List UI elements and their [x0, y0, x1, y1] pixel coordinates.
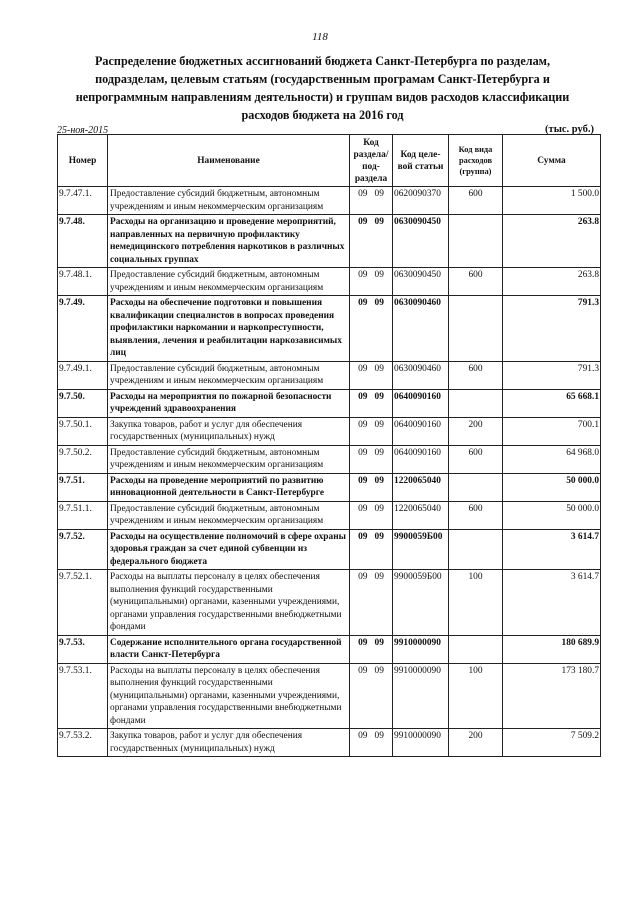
row-sum: 263.8 — [503, 268, 601, 296]
row-section-code — [350, 187, 393, 215]
row-sum: 791.3 — [503, 296, 601, 362]
row-section-code — [350, 268, 393, 296]
row-sum: 7 509.2 — [503, 729, 601, 757]
row-expense-code: 600 — [449, 268, 503, 296]
row-name: Предоставление субсидий бюджетным, автономным учреждениям и иным некоммерческим организациям — [108, 445, 350, 473]
row-section-code — [350, 635, 393, 663]
row-expense-code: 600 — [449, 187, 503, 215]
section-code: 09 — [358, 217, 368, 227]
row-expense-code — [449, 635, 503, 663]
row-number: 9.7.50.2. — [58, 445, 108, 473]
row-section-code — [350, 729, 393, 757]
title-line: Распределение бюджетных ассигнований бюджета Санкт-Петербурга по разделам, — [94, 54, 551, 68]
header-sum: Сумма — [503, 135, 601, 187]
subsection-code: 09 — [374, 531, 384, 542]
row-sum: 173 180.7 — [503, 663, 601, 729]
row-section-code — [350, 389, 393, 417]
row-target-code: 0630090450 — [393, 215, 449, 268]
row-name: Расходы на обеспечение подготовки и повышения квалификации специалистов в вопросах проведения профилактики наркомании и наркопреступности, выявления, лечения и реабилитации наркозависимых лиц — [108, 296, 350, 362]
row-name: Закупка товаров, работ и услуг для обеспечения государственных (муниципальных) нужд — [108, 729, 350, 757]
row-name: Расходы на мероприятия по пожарной безопасности учреждений здравоохранения — [108, 389, 350, 417]
subsection-code: 09 — [374, 665, 384, 676]
subsection-code: 09 — [374, 572, 384, 582]
row-sum: 1 500.0 — [503, 187, 601, 215]
table-row — [58, 296, 601, 362]
row-number: 9.7.48. — [58, 215, 108, 268]
table-row — [58, 663, 601, 729]
section-code: 09 — [358, 637, 368, 648]
row-name: Расходы на осуществление полномочий в сфере охраны здоровья граждан за счет единой субвенции из федерального бюджета — [108, 529, 350, 570]
document-date: 25-ноя-2015 — [57, 125, 109, 136]
section-code: 09 — [358, 572, 368, 582]
table-row — [58, 570, 601, 636]
table-row — [58, 729, 601, 757]
row-target-code: 0640090160 — [393, 389, 449, 417]
header-target: Код целе-вой статьи — [393, 135, 449, 187]
table-body — [58, 187, 601, 757]
row-number: 9.7.53.1. — [58, 663, 108, 729]
subsection-code: 09 — [374, 447, 384, 458]
row-name: Предоставление субсидий бюджетным, автономным учреждениям и иным некоммерческим организациям — [108, 187, 350, 215]
row-name: Расходы на проведение мероприятий по развитию инновационной деятельности в Санкт-Петербурге — [108, 473, 350, 501]
section-code: 09 — [358, 391, 368, 402]
table-row — [58, 473, 601, 501]
subsection-code: 09 — [374, 189, 384, 199]
row-expense-code — [449, 389, 503, 417]
table-row — [58, 529, 601, 570]
row-target-code: 0640090160 — [393, 445, 449, 473]
row-sum: 3 614.7 — [503, 529, 601, 570]
budget-table — [57, 134, 601, 757]
row-section-code — [350, 296, 393, 362]
table-row — [58, 389, 601, 417]
table-row — [58, 268, 601, 296]
row-expense-code: 600 — [449, 445, 503, 473]
row-expense-code — [449, 473, 503, 501]
row-sum: 65 668.1 — [503, 389, 601, 417]
row-target-code: 9900059Б00 — [393, 570, 449, 636]
row-number: 9.7.50.1. — [58, 417, 108, 445]
row-target-code: 1220065040 — [393, 473, 449, 501]
row-number: 9.7.51. — [58, 473, 108, 501]
row-name: Расходы на выплаты персоналу в целях обеспечения выполнения функций государственными (муниципальными) органами, казенными учреждениями, органами управления государственными внебюджетными фондами — [108, 570, 350, 636]
row-expense-code: 600 — [449, 501, 503, 529]
section-code: 09 — [358, 189, 368, 199]
row-number: 9.7.49.1. — [58, 361, 108, 389]
units-label: (тыс. руб.) — [545, 124, 594, 135]
row-sum: 3 614.7 — [503, 570, 601, 636]
row-target-code: 1220065040 — [393, 501, 449, 529]
row-sum: 791.3 — [503, 361, 601, 389]
table-row — [58, 635, 601, 663]
row-number: 9.7.48.1. — [58, 268, 108, 296]
header-expense: Код вида расходов (группа) — [449, 135, 503, 187]
row-sum: 263.8 — [503, 215, 601, 268]
row-section-code — [350, 663, 393, 729]
row-name: Предоставление субсидий бюджетным, автономным учреждениям и иным некоммерческим организациям — [108, 361, 350, 389]
subsection-code: 09 — [374, 419, 384, 430]
row-name: Расходы на организацию и проведение мероприятий, направленных на первичную профилактику немедицинского потребления наркотиков в различных социальных группах — [108, 215, 350, 268]
row-target-code: 0630090460 — [393, 361, 449, 389]
row-sum: 50 000.0 — [503, 501, 601, 529]
row-number: 9.7.51.1. — [58, 501, 108, 529]
title-line: подразделам, целевым статьям (государственным програмам Санкт-Петербурга и — [95, 72, 550, 86]
section-code: 09 — [358, 531, 368, 542]
row-section-code — [350, 417, 393, 445]
section-code: 09 — [358, 475, 368, 486]
header-section: Код раздела/ под-раздела — [350, 135, 393, 187]
row-name: Закупка товаров, работ и услуг для обеспечения государственных (муниципальных) нужд — [108, 417, 350, 445]
table-row — [58, 187, 601, 215]
row-section-code — [350, 473, 393, 501]
row-sum: 700.1 — [503, 417, 601, 445]
table-row — [58, 501, 601, 529]
table-row — [58, 361, 601, 389]
row-number: 9.7.52. — [58, 529, 108, 570]
subsection-code: 09 — [374, 270, 384, 280]
row-expense-code: 100 — [449, 663, 503, 729]
title-line: расходов бюджета на 2016 год — [241, 108, 404, 122]
row-expense-code: 600 — [449, 361, 503, 389]
row-expense-code — [449, 529, 503, 570]
row-section-code — [350, 361, 393, 389]
table-row — [58, 215, 601, 268]
subsection-code: 09 — [374, 391, 384, 402]
row-target-code: 9910000090 — [393, 729, 449, 757]
section-code: 09 — [358, 447, 368, 458]
row-target-code: 0640090160 — [393, 417, 449, 445]
subsection-code: 09 — [374, 217, 384, 227]
row-name: Предоставление субсидий бюджетным, автономным учреждениям и иным некоммерческим организациям — [108, 501, 350, 529]
row-expense-code — [449, 215, 503, 268]
subsection-code: 09 — [374, 731, 384, 741]
table-row — [58, 445, 601, 473]
subsection-code: 09 — [374, 503, 384, 514]
section-code: 09 — [358, 298, 368, 308]
subsection-code: 09 — [374, 637, 384, 648]
row-number: 9.7.53.2. — [58, 729, 108, 757]
row-section-code — [350, 445, 393, 473]
header-number: Номер — [58, 135, 108, 187]
row-number: 9.7.50. — [58, 389, 108, 417]
section-code: 09 — [358, 363, 368, 374]
row-sum: 180 689.9 — [503, 635, 601, 663]
row-section-code — [350, 529, 393, 570]
row-target-code: 9910000090 — [393, 635, 449, 663]
row-name: Предоставление субсидий бюджетным, автономным учреждениям и иным некоммерческим организациям — [108, 268, 350, 296]
title-line: непрограммным направлениям деятельности) и группам видов расходов классификации — [75, 90, 570, 104]
row-target-code: 9910000090 — [393, 663, 449, 729]
row-number: 9.7.49. — [58, 296, 108, 362]
row-expense-code: 100 — [449, 570, 503, 636]
page-number: 118 — [312, 31, 328, 43]
row-target-code: 0620090370 — [393, 187, 449, 215]
section-code: 09 — [358, 665, 368, 676]
document-title — [50, 52, 595, 124]
subsection-code: 09 — [374, 475, 384, 486]
row-name: Расходы на выплаты персоналу в целях обеспечения выполнения функций государственными (муниципальными) органами, казенными учреждениями, органами управления государственными внебюджетными фондами — [108, 663, 350, 729]
header-name: Наименование — [108, 135, 350, 187]
row-section-code — [350, 215, 393, 268]
section-code: 09 — [358, 419, 368, 430]
row-target-code: 0630090450 — [393, 268, 449, 296]
row-expense-code — [449, 296, 503, 362]
row-section-code — [350, 570, 393, 636]
row-number: 9.7.47.1. — [58, 187, 108, 215]
row-sum: 64 968.0 — [503, 445, 601, 473]
row-expense-code: 200 — [449, 729, 503, 757]
section-code: 09 — [358, 731, 368, 741]
row-number: 9.7.52.1. — [58, 570, 108, 636]
row-target-code: 9900059Б00 — [393, 529, 449, 570]
row-number: 9.7.53. — [58, 635, 108, 663]
row-section-code — [350, 501, 393, 529]
row-expense-code: 200 — [449, 417, 503, 445]
row-name: Содержание исполнительного органа государственной власти Санкт-Петербурга — [108, 635, 350, 663]
section-code: 09 — [358, 270, 368, 280]
row-sum: 50 000.0 — [503, 473, 601, 501]
subsection-code: 09 — [374, 363, 384, 374]
section-code: 09 — [358, 503, 368, 514]
subsection-code: 09 — [374, 298, 384, 308]
table-row — [58, 417, 601, 445]
row-target-code: 0630090460 — [393, 296, 449, 362]
